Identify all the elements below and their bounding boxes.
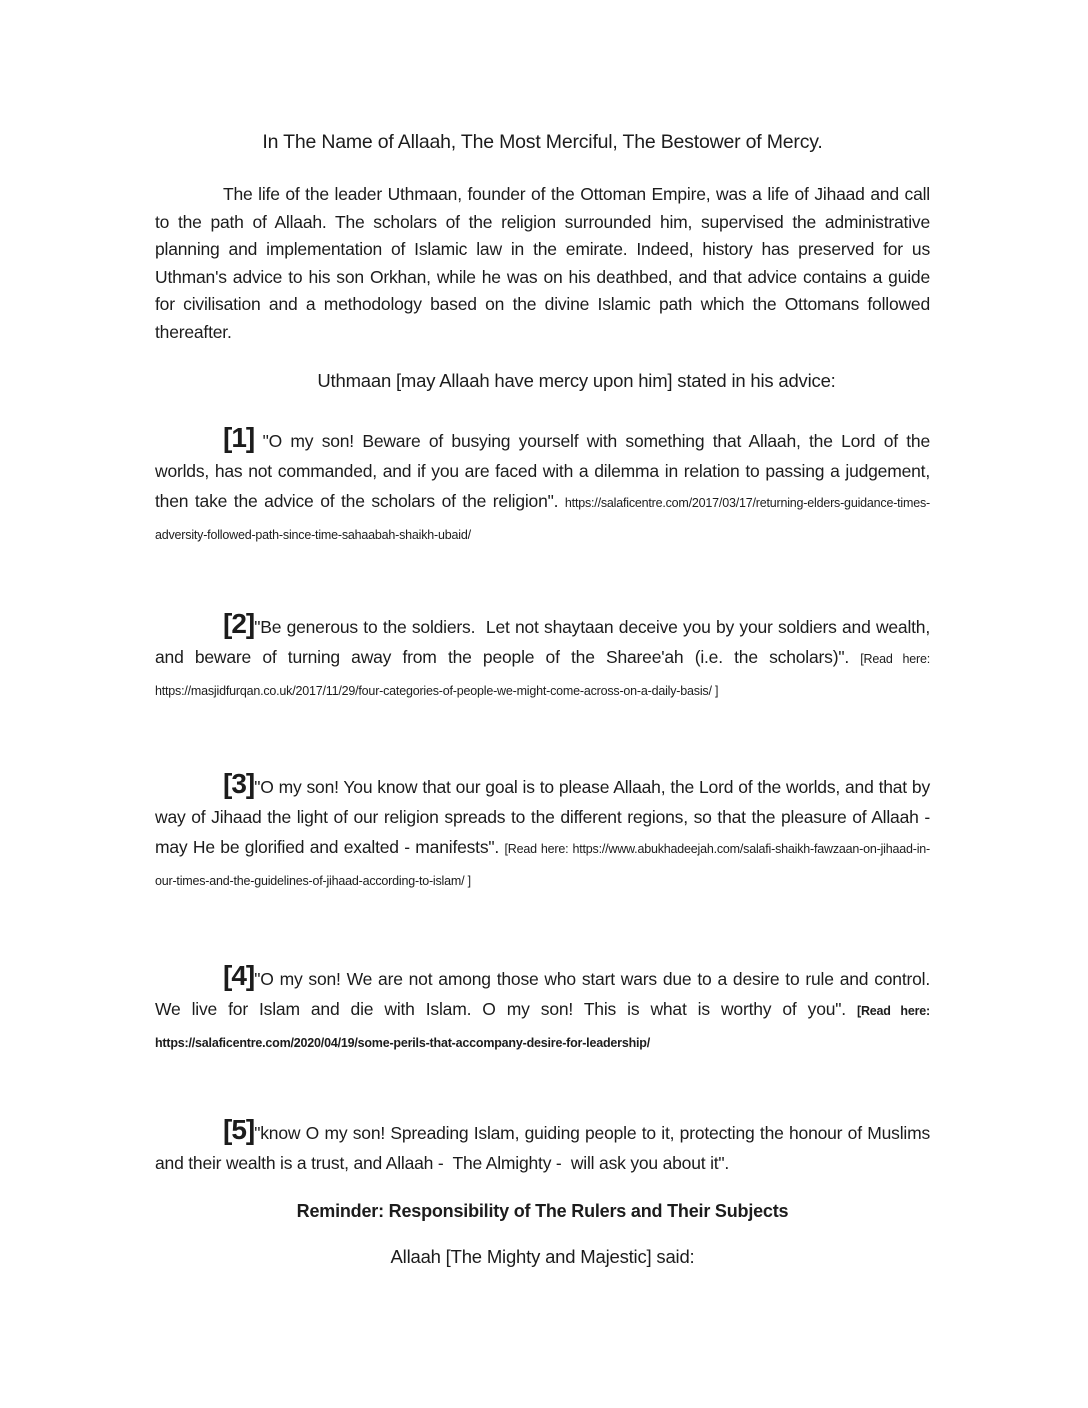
- item-3-number: [3]: [223, 768, 255, 799]
- item-2-source-url: https://masjidfurqan.co.uk/2017/11/29/four-categories-of-people-we-might-come-across-on-a-daily-basis/: [155, 684, 712, 698]
- item-4-source-url: https://salaficentre.com/2020/04/19/some-perils-that-accompany-desire-for-leadership/: [155, 1036, 650, 1050]
- item-4-number: [4]: [223, 960, 255, 991]
- item-4-quote: "O my son! We are not among those who start wars due to a desire to rule and control. We live for Islam and die with Islam. O my son! This is what is worthy of you".: [155, 969, 930, 1019]
- advice-item-5: [155, 1114, 930, 1178]
- advice-item-4: [155, 960, 930, 1058]
- item-2-source-prefix: [Read here:: [860, 652, 931, 666]
- advice-item-2: [155, 608, 931, 706]
- item-5-quote: "know O my son! Spreading Islam, guiding people to it, protecting the honour of Muslims and their wealth is a trust, and Allaah - The Almighty - will ask you about it".: [155, 1123, 930, 1173]
- item-3-source-url: https://www.abukhadeejah.com/salafi-shaikh-fawzaan-on-jihaad-in-our-times-and-the-guidelines-of-jihaad-according-to-islam/: [155, 842, 930, 888]
- intro-paragraph: The life of the leader Uthmaan, founder of the Ottoman Empire, was a life of Jihaad and call to the path of Allaah. The scholars of the religion surrounded him, supervised the administrative planning and implementation of Islamic law in the emirate. Indeed, history has preserved for us Uthman's advice to his son Orkhan, while he was on his deathbed, and that advice contains a guide for civilisation and a methodology based on the divine Islamic path which the Ottomans followed thereafter.: [155, 184, 930, 342]
- item-3-source-suffix: ]: [464, 874, 471, 888]
- item-3-quote: "O my son! You know that our goal is to please Allaah, the Lord of the worlds, and that by way of Jihaad the light of our religion spreads to the different regions, so that the pleasure of Allaah - may He be glorified and exalted - manifests".: [155, 777, 930, 857]
- item-5-number: [5]: [223, 1114, 255, 1145]
- advice-item-3: [155, 768, 930, 896]
- advice-item-1: [155, 422, 930, 550]
- item-4-source-prefix: [Read here:: [857, 1004, 930, 1018]
- advice-heading: Uthmaan [may Allaah have mercy upon him] stated in his advice:: [317, 370, 836, 391]
- item-2-source-suffix: ]: [711, 684, 719, 698]
- item-3-source-prefix: [Read here:: [504, 842, 573, 856]
- reminder-heading: Reminder: Responsibility of The Rulers and Their Subjects: [296, 1201, 789, 1221]
- closing-line: Allaah [The Mighty and Majestic] said:: [390, 1246, 695, 1267]
- item-1-source-url: https://salaficentre.com/2017/03/17/returning-elders-guidance-times-adversity-followed-path-since-time-sahaabah-shaikh-ubaid/: [155, 496, 930, 542]
- item-1-quote: "O my son! Beware of busying yourself with something that Allaah, the Lord of the worlds, has not commanded, and if you are faced with a dilemma in relation to passing a judgement, then take the advice of the scholars of the religion".: [155, 431, 930, 511]
- document-title: In The Name of Allaah, The Most Merciful, The Bestower of Mercy.: [262, 131, 823, 153]
- item-2-quote: "Be generous to the soldiers. Let not shaytaan deceive you by your soldiers and wealth, and beware of turning away from the people of the Sharee'ah (i.e. the scholars)".: [155, 617, 930, 667]
- item-2-number: [2]: [223, 608, 255, 639]
- item-1-number: [1]: [223, 422, 255, 453]
